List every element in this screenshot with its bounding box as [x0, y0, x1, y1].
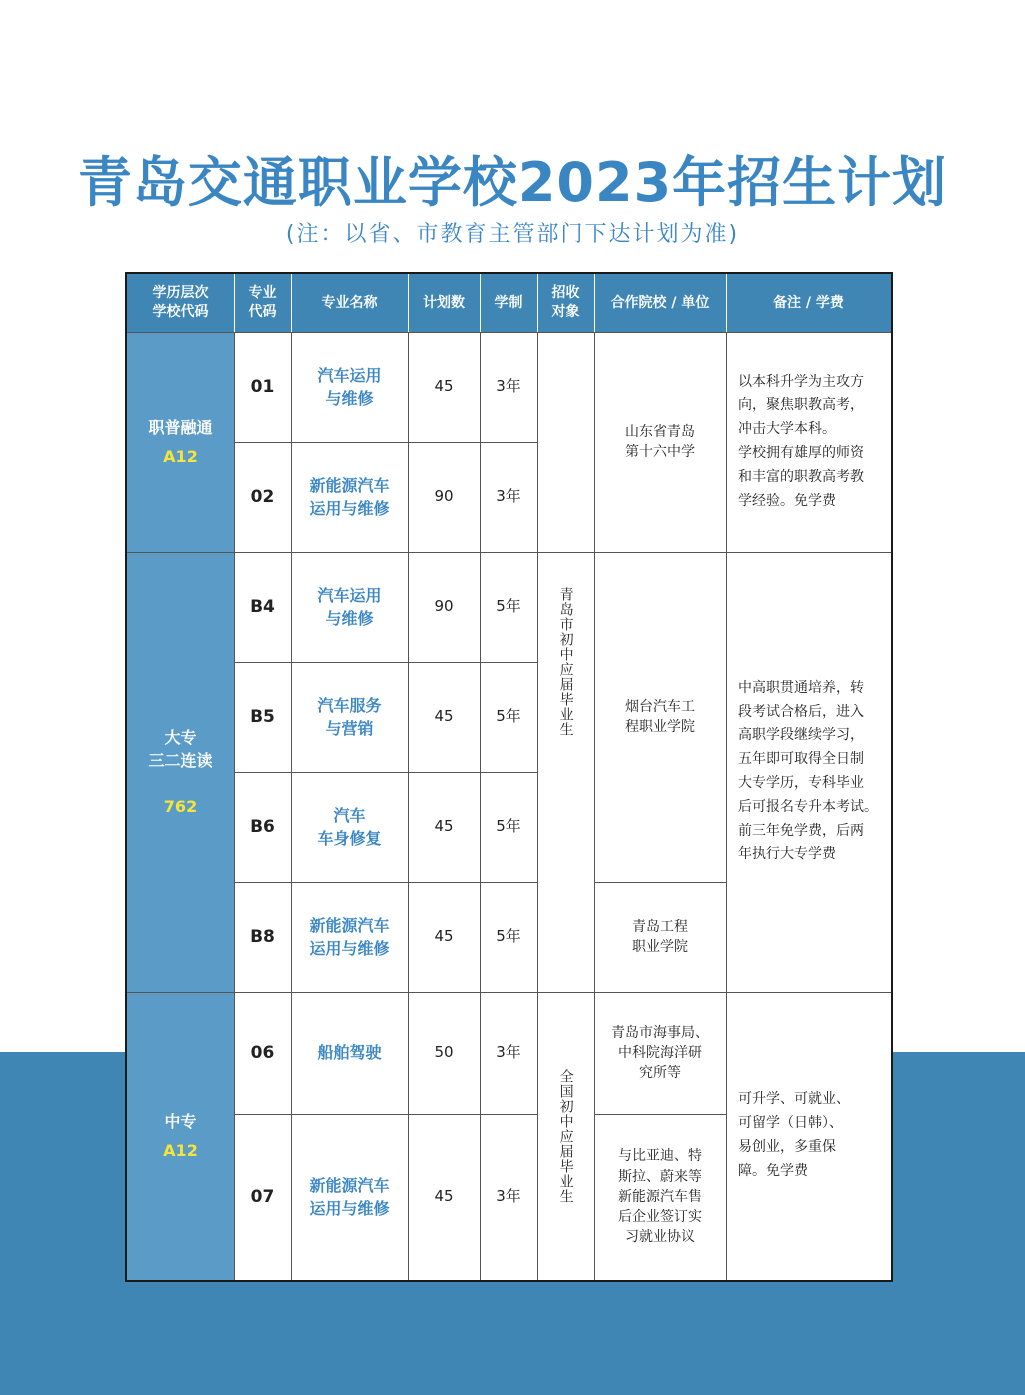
partner-school-text: 青岛市海事局、 中科院海洋研 究所等	[611, 1024, 709, 1082]
major-name-text: 船舶驾驶	[317, 1043, 382, 1063]
study-years	[480, 992, 537, 1114]
plan-count	[408, 662, 480, 772]
plan-count	[408, 1114, 480, 1280]
header-code	[234, 274, 291, 332]
plan-count-text: 50	[434, 1043, 454, 1062]
plan-count-text: 45	[434, 927, 454, 946]
level-name: 职普融通	[148, 417, 213, 437]
grid-line	[726, 274, 727, 332]
grid-line	[537, 332, 538, 1280]
partner-school	[594, 1114, 726, 1280]
grid-line	[127, 332, 891, 333]
major-name-text: 新能源汽车 运用与维修	[309, 915, 390, 958]
plan-count-text: 90	[434, 487, 454, 506]
study-years	[480, 882, 537, 992]
level-name: 中专	[164, 1111, 197, 1131]
remark-fee-text: 以本科升学为主攻方 向，聚焦职教高考， 冲击大学本科。 学校拥有雄厚的师资 和丰富的职教高考教 学经验。免学费	[738, 373, 864, 509]
enrollment-table	[125, 272, 893, 1282]
plan-count-text: 45	[434, 1187, 454, 1206]
plan-count	[408, 772, 480, 882]
major-name	[291, 442, 408, 552]
target-students-text: 全国初中应届毕业生	[557, 1068, 574, 1204]
study-years-text: 5年	[496, 817, 521, 836]
grid-line	[127, 552, 891, 553]
remark-fee	[726, 332, 891, 552]
header-partner	[594, 274, 726, 332]
grid-line	[594, 1114, 726, 1115]
header-major-text: 专业名称	[321, 294, 378, 311]
header-code-text: 专业 代码	[248, 285, 277, 320]
level-school-code: 762	[163, 796, 198, 816]
grid-line	[127, 992, 891, 993]
major-code	[234, 442, 291, 552]
level-school-code: A12	[163, 1141, 198, 1160]
study-years	[480, 662, 537, 772]
major-name-text: 汽车服务 与营销	[317, 695, 382, 738]
study-years-text: 5年	[496, 927, 521, 946]
partner-school	[594, 882, 726, 992]
study-years-text: 3年	[496, 1187, 521, 1206]
major-name-text: 汽车运用 与维修	[317, 585, 382, 628]
level-cell	[127, 332, 234, 552]
header-plan	[408, 274, 480, 332]
level-name: 大专 三二连读	[148, 728, 213, 771]
partner-school	[594, 992, 726, 1114]
partner-school	[594, 552, 726, 882]
partner-school-text: 山东省青岛 第十六中学	[625, 423, 695, 460]
major-code	[234, 882, 291, 992]
grid-line	[537, 992, 594, 993]
header-major	[291, 274, 408, 332]
target-students-text: 青岛市初中应届毕业生	[557, 587, 574, 737]
page-subtitle: (注：以省、市教育主管部门下达计划为准)	[285, 222, 740, 247]
major-code	[234, 662, 291, 772]
grid-line	[594, 332, 595, 1280]
major-name-text: 新能源汽车 运用与维修	[309, 1175, 390, 1218]
header-plan-text: 计划数	[423, 294, 465, 311]
grid-line	[594, 274, 595, 332]
header-years-text: 学制	[494, 294, 523, 311]
remark-fee-text: 中高职贯通培养，转 段考试合格后，进入 高职学段继续学习， 五年即可取得全日制 大专学历，专科毕业 后可报名专升本考试。 前三年免学费，后两 年执行大专学费	[738, 679, 878, 863]
grid-line	[234, 662, 537, 663]
major-name	[291, 1114, 408, 1280]
grid-line	[234, 332, 235, 1280]
grid-line	[408, 332, 409, 1280]
study-years	[480, 332, 537, 442]
grid-line	[408, 274, 409, 332]
grid-line	[726, 332, 727, 1280]
plan-count	[408, 882, 480, 992]
major-name	[291, 772, 408, 882]
plan-count	[408, 332, 480, 442]
study-years-text: 5年	[496, 597, 521, 616]
grid-line	[480, 332, 481, 1280]
plan-count-text: 45	[434, 817, 454, 836]
plan-count	[408, 992, 480, 1114]
header-target	[537, 274, 594, 332]
partner-school-text: 烟台汽车工 程职业学院	[625, 698, 695, 735]
major-code-text: B5	[250, 706, 275, 727]
grid-line	[234, 882, 537, 883]
grid-line	[480, 274, 481, 332]
major-code	[234, 1114, 291, 1280]
grid-line	[234, 1114, 537, 1115]
header-level	[127, 274, 234, 332]
page-title: 青岛交通职业学校2023年招生计划	[77, 151, 948, 214]
study-years-text: 3年	[496, 377, 521, 396]
grid-line	[594, 882, 726, 883]
level-cell	[127, 552, 234, 992]
study-years-text: 3年	[496, 487, 521, 506]
major-code	[234, 332, 291, 442]
major-name	[291, 332, 408, 442]
study-years	[480, 552, 537, 662]
study-years	[480, 442, 537, 552]
remark-fee	[726, 992, 891, 1280]
plan-count	[408, 552, 480, 662]
grid-line	[537, 274, 538, 332]
major-code-text: 06	[250, 1042, 275, 1063]
major-name-text: 汽车运用 与维修	[317, 365, 382, 408]
target-students	[537, 992, 594, 1280]
major-code-text: B8	[250, 926, 275, 947]
plan-count-text: 45	[434, 377, 454, 396]
study-years-text: 5年	[496, 707, 521, 726]
header-remark-text: 备注 / 学费	[773, 294, 844, 311]
major-name	[291, 552, 408, 662]
partner-school-text: 与比亚迪、特 斯拉、蔚来等 新能源汽车售 后企业签订实 习就业协议	[618, 1148, 702, 1246]
major-code-text: B4	[250, 596, 275, 617]
header-partner-text: 合作院校 / 单位	[610, 294, 710, 311]
major-name	[291, 662, 408, 772]
grid-line	[234, 442, 537, 443]
header-target-text: 招收 对象	[551, 285, 580, 320]
grid-line	[234, 274, 235, 332]
grid-line	[234, 772, 537, 773]
header-remark	[726, 274, 891, 332]
grid-line	[291, 332, 292, 1280]
plan-count-text: 45	[434, 707, 454, 726]
major-code-text: 02	[250, 486, 275, 507]
partner-school	[594, 332, 726, 552]
major-code	[234, 772, 291, 882]
target-students	[537, 332, 594, 992]
major-name-text: 汽车 车身修复	[317, 805, 382, 848]
major-name-text: 新能源汽车 运用与维修	[309, 475, 390, 518]
major-name	[291, 992, 408, 1114]
remark-fee-text: 可升学、可就业、 可留学（日韩）、 易创业，多重保 障。免学费	[738, 1091, 850, 1179]
level-cell	[127, 992, 234, 1280]
major-code-text: 01	[250, 376, 275, 397]
plan-count	[408, 442, 480, 552]
study-years-text: 3年	[496, 1043, 521, 1062]
plan-count-text: 90	[434, 597, 454, 616]
study-years	[480, 772, 537, 882]
header-years	[480, 274, 537, 332]
level-school-code: A12	[163, 447, 198, 466]
grid-line	[291, 274, 292, 332]
study-years	[480, 1114, 537, 1280]
major-code	[234, 552, 291, 662]
major-code-text: B6	[250, 816, 275, 837]
partner-school-text: 青岛工程 职业学院	[632, 918, 688, 955]
major-code-text: 07	[250, 1186, 275, 1207]
major-code	[234, 992, 291, 1114]
remark-fee	[726, 552, 891, 992]
major-name	[291, 882, 408, 992]
header-level-text: 学历层次 学校代码	[152, 285, 209, 320]
